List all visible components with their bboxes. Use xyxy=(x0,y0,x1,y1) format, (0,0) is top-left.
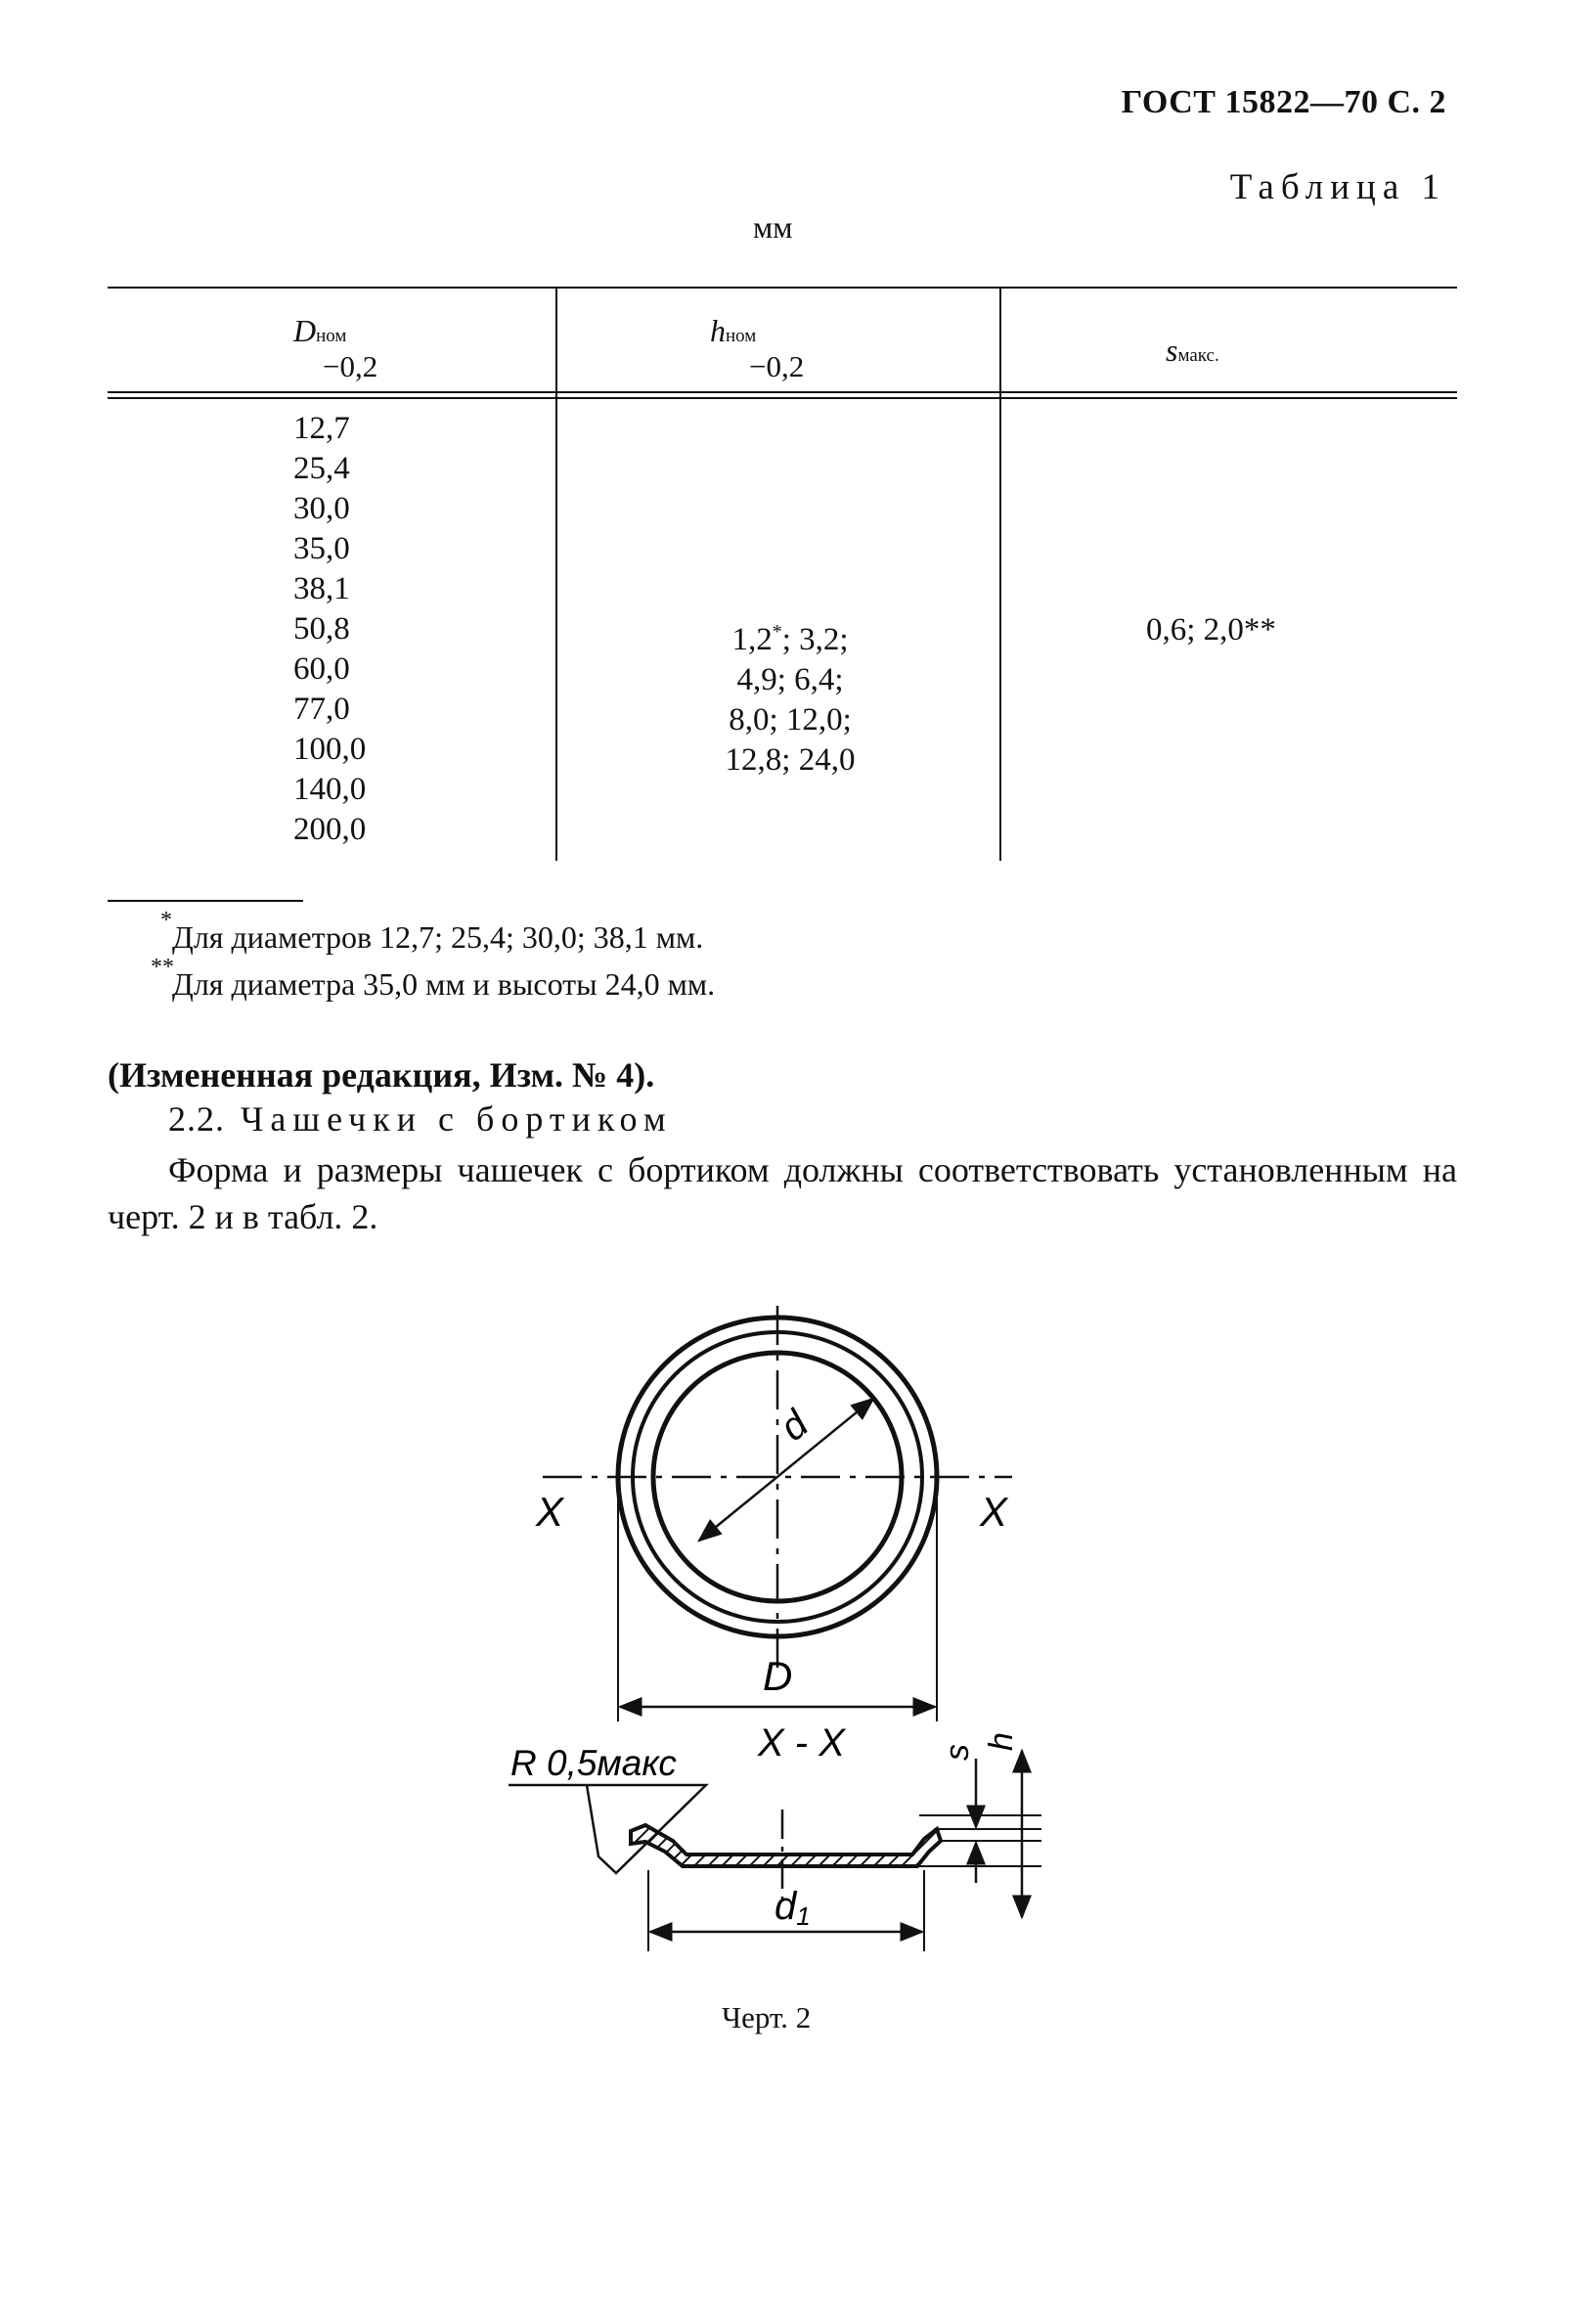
table-cell: 1,2*; 3,2; xyxy=(731,621,849,657)
label-x-left: X xyxy=(536,1489,564,1535)
edition-note: (Измененная редакция, Изм. № 4). xyxy=(108,1055,655,1095)
table-cell: 4,9; 6,4; xyxy=(736,662,844,697)
table-cell: 8,0; 12,0; xyxy=(729,702,852,737)
cup-profile xyxy=(631,1825,941,1866)
table-cell: 38,1 xyxy=(293,571,350,606)
table-cell: 25,4 xyxy=(293,451,350,486)
table-cell: 77,0 xyxy=(293,692,350,727)
body-paragraph: Форма и размеры чашечек с бортиком должны соответствовать установленным на черт. 2 и в табл. 2. xyxy=(108,1150,1457,1236)
header-diameter: Dном −0,2 xyxy=(293,313,378,383)
footnote-1: * Для диаметров 12,7; 25,4; 30,0; 38,1 мм. xyxy=(160,908,704,955)
table-units: мм xyxy=(753,209,793,245)
footnote-2: ** Для диаметра 35,0 мм и высоты 24,0 мм. xyxy=(151,955,716,1002)
table-cell: 100,0 xyxy=(293,732,367,767)
table-cell: 30,0 xyxy=(293,491,350,526)
header-height: hном −0,2 xyxy=(710,313,805,383)
label-x-right: X xyxy=(980,1489,1008,1535)
label-section-x-x: X - X xyxy=(758,1721,845,1765)
label-s: s xyxy=(939,1744,976,1761)
section-number: 2.2. xyxy=(168,1099,225,1139)
label-radius: R 0,5макс xyxy=(510,1743,677,1783)
label-d: d xyxy=(772,1402,817,1450)
table-cell: 60,0 xyxy=(293,651,350,687)
document-id: ГОСТ 15822—70 С. 2 xyxy=(1121,84,1446,120)
thickness-cell: 0,6; 2,0** xyxy=(1146,612,1276,648)
header-thickness: sмакс. xyxy=(1166,333,1219,368)
figure-caption: Черт. 2 xyxy=(722,2000,812,2034)
table-cell: 200,0 xyxy=(293,812,367,847)
table-title: Таблица 1 xyxy=(1229,167,1446,207)
label-h: h xyxy=(983,1732,1020,1751)
table-cell: 12,7 xyxy=(293,411,350,446)
table-cell: 140,0 xyxy=(293,772,367,807)
table-cell: 50,8 xyxy=(293,611,350,647)
table-cell: 12,8; 24,0 xyxy=(725,742,856,778)
section-title: Чашечки с бортиком xyxy=(241,1099,673,1139)
label-D: D xyxy=(763,1653,793,1699)
label-d1: d1 xyxy=(774,1885,811,1931)
table-cell: 35,0 xyxy=(293,531,350,566)
